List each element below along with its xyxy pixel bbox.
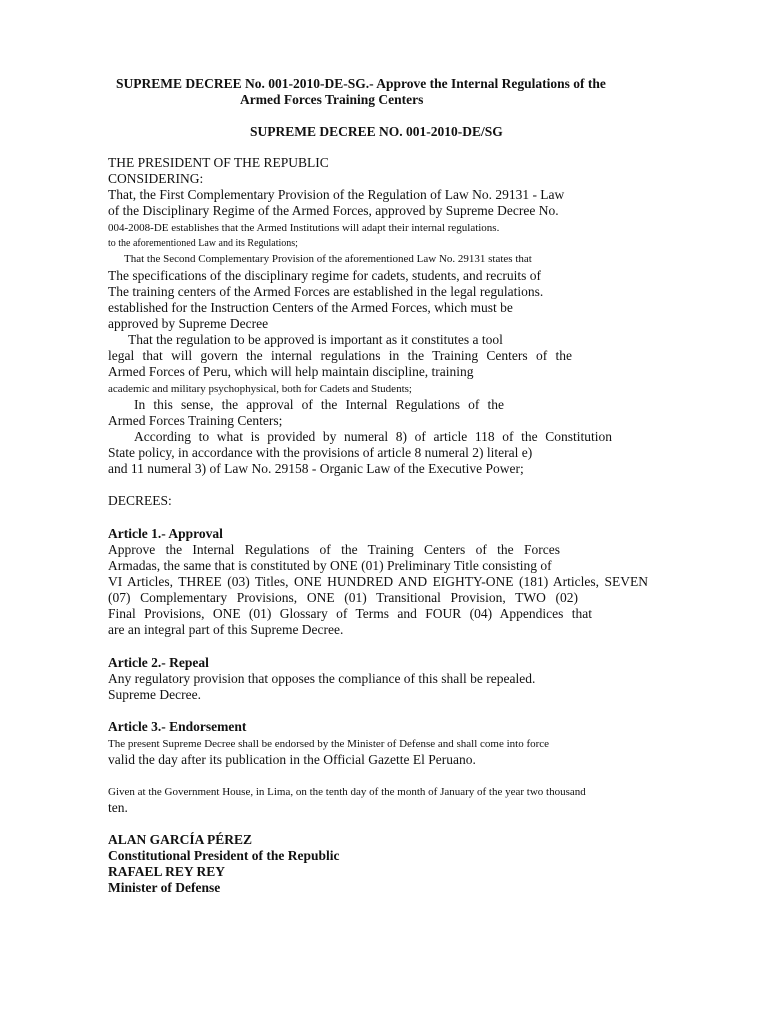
preamble-line: established for the Instruction Centers of the Armed Forces, which must be <box>108 300 513 315</box>
preamble-line: In this sense, the approval of the Internal Regulations of the <box>134 397 504 412</box>
decrees-heading: DECREES: <box>108 493 172 508</box>
document-subtitle: SUPREME DECREE NO. 001-2010-DE/SG <box>250 124 503 139</box>
given-line: Given at the Government House, in Lima, on the tenth day of the month of January of the year two thousand <box>108 786 586 798</box>
preamble-line: That, the First Complementary Provision of the Regulation of Law No. 29131 - Law <box>108 187 565 202</box>
article-1-line: are an integral part of this Supreme Decree. <box>108 622 344 637</box>
president-heading: THE PRESIDENT OF THE REPUBLIC <box>108 155 329 170</box>
given-line: ten. <box>108 800 128 815</box>
minister-name: RAFAEL REY REY <box>108 864 226 879</box>
preamble-line: legal that will govern the internal regulations in the Training Centers of the <box>108 348 572 363</box>
preamble-line: Armed Forces of Peru, which will help maintain discipline, training <box>108 364 474 379</box>
preamble-line: of the Disciplinary Regime of the Armed Forces, approved by Supreme Decree No. <box>108 203 559 218</box>
article-3-heading: Article 3.- Endorsement <box>108 719 247 734</box>
article-1-line: (07) Complementary Provisions, ONE (01) Transitional Provision, TWO (02) <box>108 590 578 605</box>
preamble-line: The training centers of the Armed Forces are established in the legal regulations. <box>108 284 544 299</box>
preamble-line: and 11 numeral 3) of Law No. 29158 - Organic Law of the Executive Power; <box>108 461 524 476</box>
preamble-line: Armed Forces Training Centers; <box>108 413 283 428</box>
article-1-heading: Article 1.- Approval <box>108 526 223 541</box>
preamble-line: approved by Supreme Decree <box>108 316 269 331</box>
preamble-line: The specifications of the disciplinary regime for cadets, students, and recruits of <box>108 268 541 283</box>
article-2-line: Any regulatory provision that opposes the compliance of this shall be repealed. <box>108 671 536 686</box>
preamble-line: to the aforementioned Law and its Regulations; <box>108 238 298 249</box>
article-1-line: Approve the Internal Regulations of the Training Centers of the Forces <box>108 542 560 557</box>
preamble-line: State policy, in accordance with the provisions of article 8 numeral 2) literal e) <box>108 445 533 460</box>
document-title-line-1: SUPREME DECREE No. 001-2010-DE-SG.- Approve the Internal Regulations of the <box>116 76 606 91</box>
article-3-line: The present Supreme Decree shall be endorsed by the Minister of Defense and shall come into force <box>108 738 550 750</box>
document-title-line-2: Armed Forces Training Centers <box>240 92 424 107</box>
minister-title: Minister of Defense <box>108 880 221 895</box>
preamble-line: That the Second Complementary Provision of the aforementioned Law No. 29131 states that <box>124 253 532 265</box>
article-1-line: Armadas, the same that is constituted by ONE (01) Preliminary Title consisting of <box>108 558 552 573</box>
article-1-line: VI Articles, THREE (03) Titles, ONE HUNDRED AND EIGHTY-ONE (181) Articles, SEVEN <box>108 574 648 589</box>
president-name: ALAN GARCÍA PÉREZ <box>108 832 253 847</box>
preamble-line: 004-2008-DE establishes that the Armed Institutions will adapt their internal regulations. <box>108 222 500 234</box>
president-title: Constitutional President of the Republic <box>108 848 340 863</box>
article-2-line: Supreme Decree. <box>108 687 201 702</box>
preamble-line: According to what is provided by numeral 8) of article 118 of the Constitution <box>134 429 612 444</box>
considering-heading: CONSIDERING: <box>108 171 204 186</box>
article-1-line: Final Provisions, ONE (01) Glossary of Terms and FOUR (04) Appendices that <box>108 606 592 621</box>
preamble-line: academic and military psychophysical, both for Cadets and Students; <box>108 383 412 395</box>
article-3-line: valid the day after its publication in the Official Gazette El Peruano. <box>108 752 476 767</box>
preamble-line: That the regulation to be approved is important as it constitutes a tool <box>128 332 503 347</box>
article-2-heading: Article 2.- Repeal <box>108 655 209 670</box>
